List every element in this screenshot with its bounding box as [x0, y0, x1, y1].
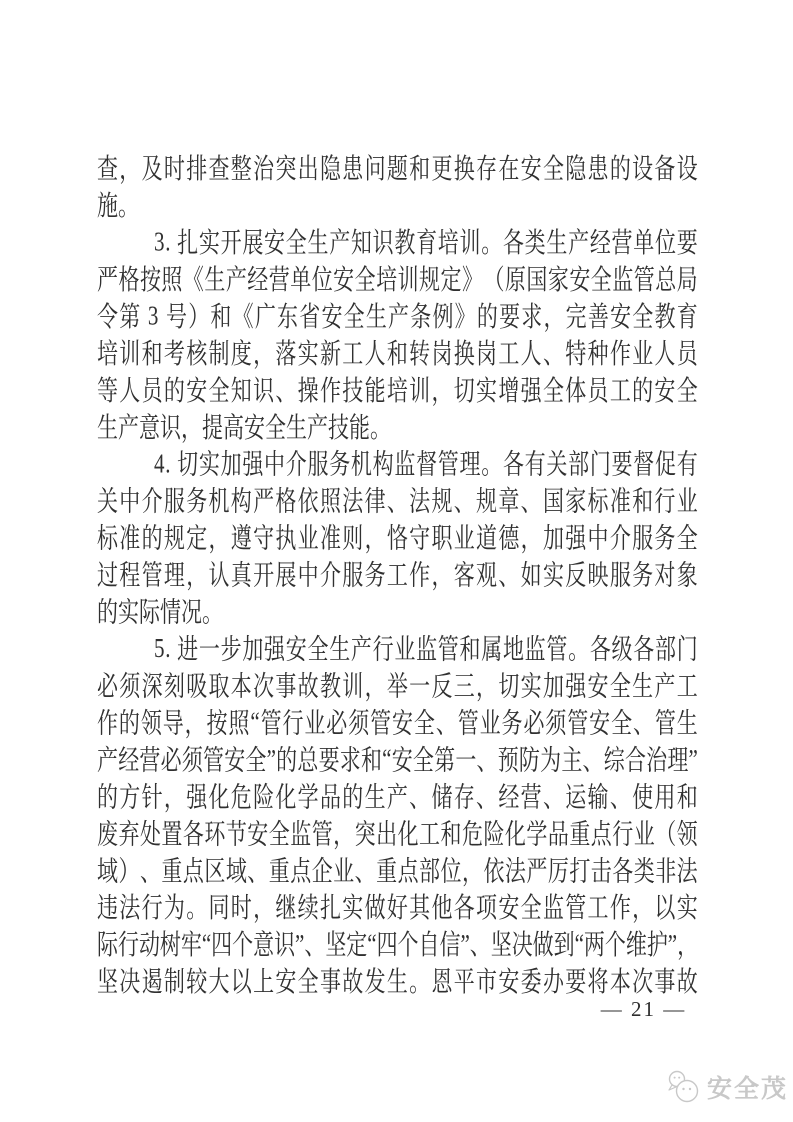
- text-line: 3 . 扎 实 开 展 安 全 生 产 知 识 教 育 培 训 。 各 类 生 产 经 营 单 位 要: [154, 224, 698, 259]
- text-line: 标 准 的 规 定 ， 遵 守 执 业 准 则 ， 恪 守 职 业 道 德 ， 加 强 中 介 服 务 全: [97, 522, 698, 555]
- watermark-label: 安全茂: [707, 1075, 789, 1103]
- text-line: 等 人 员 的 安 全 知 识 、 操 作 技 能 培 训 ， 切 实 增 强 全 体 员 工 的 安 全: [97, 374, 698, 407]
- text-line: 作 的 领 导 ， 按 照 “ 管 行 业 必 须 管 安 全 、 管 业 务 必 须 管 安 全 、 管 生: [97, 705, 698, 740]
- text-line: 坚 决 遏 制 较 大 以 上 安 全 事 故 发 生 。 恩 平 市 安 委 办 要 将 本 次 事 故: [97, 966, 698, 998]
- page-number: — 21 —: [600, 997, 687, 1021]
- text-line: 关 中 介 服 务 机 构 严 格 依 照 法 律 、 法 规 、 规 章 、 国 家 标 准 和 行 业: [97, 485, 698, 518]
- text-line: 施 。: [97, 189, 139, 222]
- text-line: 4 . 切 实 加 强 中 介 服 务 机 构 监 督 管 理 。 各 有 关 部 门 要 督 促 有: [154, 446, 698, 481]
- watermark: [666, 1068, 788, 1106]
- text-line: 令 第 3 号 ） 和 《 广 东 省 安 全 生 产 条 例 》 的 要 求 ， 完 善 安 全 教 育: [97, 298, 698, 333]
- text-line: 违 法 行 为 。 同 时 ， 继 续 扎 实 做 好 其 他 各 项 安 全 监 管 工 作 ， 以 实: [97, 892, 698, 924]
- text-line: 生 产 意 识 ， 提 高 安 全 生 产 技 能 。: [97, 411, 391, 444]
- text-line: 培 训 和 考 核 制 度 ， 落 实 新 工 人 和 转 岗 换 岗 工 人 、 特 种 作 业 人 员: [97, 337, 698, 370]
- text-line: 过 程 管 理 ， 认 真 开 展 中 介 服 务 工 作 ， 客 观 、 如 实 反 映 服 务 对 象: [97, 559, 698, 592]
- text-line: 际 行 动 树 牢 “ 四 个 意 识 ” 、 坚 定 “ 四 个 自 信 ” 、 坚 决 做 到 “ 两 个 维 护 ” ，: [97, 927, 699, 961]
- text-line: 的 实 际 情 况 。: [97, 596, 223, 629]
- text-line: 必 须 深 刻 吸 取 本 次 事 故 教 训 ， 举 一 反 三 ， 切 实 加 强 安 全 生 产 工: [97, 670, 698, 703]
- document-body-text: [97, 149, 698, 999]
- text-line: 的 方 针 ， 强 化 危 险 化 学 品 的 生 产 、 储 存 、 经 营 、 运 输 、 使 用 和: [97, 781, 698, 813]
- text-line: 产 经 营 必 须 管 安 全 ” 的 总 要 求 和 “ 安 全 第 一 、 预 防 为 主 、 综 合 治 理 ”: [97, 742, 698, 776]
- text-line: 域 ） 、 重 点 区 域 、 重 点 企 业 、 重 点 部 位 ， 依 法 严 厉 打 击 各 类 非 法: [97, 855, 698, 887]
- text-line: 废 弃 处 置 各 环 节 安 全 监 管 ， 突 出 化 工 和 危 险 化 学 品 重 点 行 业 （ 领: [97, 818, 698, 850]
- text-line: 严 格 按 照 《 生 产 经 营 单 位 安 全 培 训 规 定 》 （ 原 国 家 安 全 监 管 总 局: [97, 263, 698, 296]
- text-line: 查 ， 及 时 排 查 整 治 突 出 隐 患 问 题 和 更 换 存 在 安 全 隐 患 的 设 备 设: [97, 152, 698, 185]
- text-line: 5 . 进 一 步 加 强 安 全 生 产 行 业 监 管 和 属 地 监 管 。 各 级 各 部 门: [154, 631, 698, 666]
- chat-bubbles-mascot-logo-icon: [666, 1068, 702, 1106]
